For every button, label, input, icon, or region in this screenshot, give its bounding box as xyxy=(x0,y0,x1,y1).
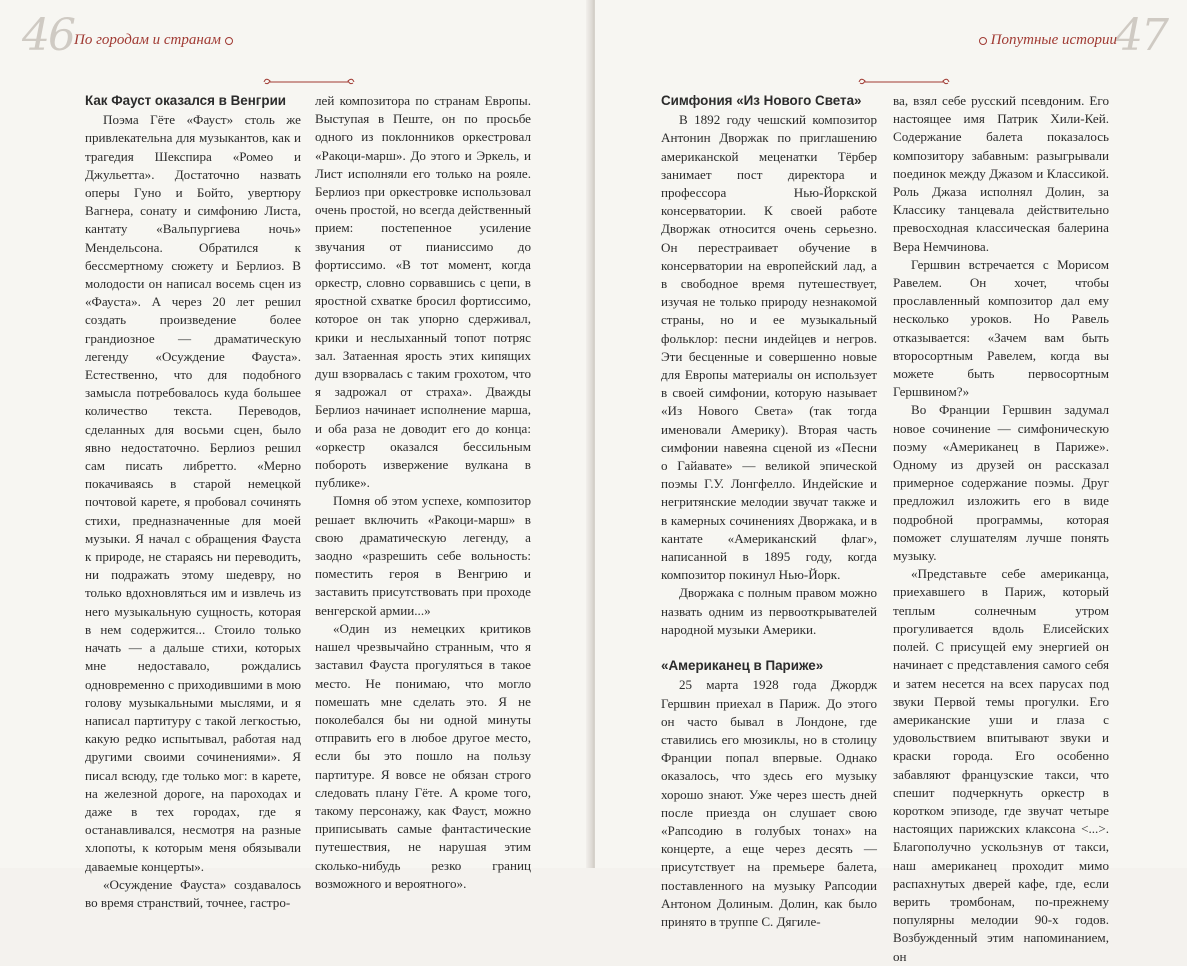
page-number: 46 xyxy=(22,10,74,61)
running-head xyxy=(74,32,237,49)
paragraph: «Осуждение Фауста» создавалось во время странствий, точнее, гастро- xyxy=(85,876,301,910)
text-column-2 xyxy=(893,92,1109,966)
paragraph: Гершвин встречается с Морисом Равелем. Он хочет, чтобы прославленный композитор дал ему несколько уроков. Но Равель отказывается: «Зачем вам быть второсортным Равелем, когда вы можете быть первосортным Гершвином?» xyxy=(893,256,1109,400)
divider-ornament-icon xyxy=(262,76,356,88)
paragraph: Помня об этом успехе, композитор решает включить «Ракоци-марш» в свою драматическую легенду, а заодно «разрешить себе вольность: поместить героя в Венгрию и заставить присутствовать при проходе венгерской армии...» xyxy=(315,493,531,618)
text-column-2 xyxy=(315,92,531,893)
paragraph: 25 марта 1928 года Джордж Гершвин приехал в Париж. До этого он часто бывал в Лондоне, где ставились его мюзиклы, но в столицу Франции попал впервые. Однако оказалось, что здесь его музыку хорошо знают. Уже через шесть дней после приезда он слушает свою «Рапсодию в голубых тонах» на концерте, а еще через десять — присутствует на премьере балета, поставленного на музыку Рапсодии Антоном Долиным. Долин, как было принято в труппе С. Дягиле- xyxy=(661,677,877,929)
paragraph: лей композитора по странам Европы. Выступая в Пеште, он по просьбе одного из поклонников оркестровал «Ракоци-марш». До этого и Эркель, и Лист исполняли его только на рояле. Берлиоз при оркестровке использовал очень простой, но всегда действенный прием: постепенное усиление звучания от пианиссимо до фортиссимо. «В тот момент, когда оркестр, словно сорвавшись с цепи, в яростной схватке бросил фортиссимо, которое он так упорно сдерживал, крики и неслыханный топот потряс зал. Затаенная ярость этих кипящих душ взорвалась с таким грохотом, что я задрожал от страха». Дважды Берлиоз начинает исполнение марша, и оба раза не доводит его до конца: «оркестр оказался бессильным побороть извержение вулкана в публике». xyxy=(315,93,531,491)
paragraph: «Представьте себе американца, приехавшего в Париж, который теплым солнечным утром прогуливается вдоль Елисейских полей. С присущей ему энергией он начинает с представления самого себя и затем несется на всех парусах под звуки Первой темы прогулки. Его американские уши и глаза с удовольствием впитывают звуки и краски города. Его особенно забавляют французские такси, что спешит подчеркнуть оркестр в коротком эпизоде, где звучат четыре настоящих парижских клаксона <...>. Благополучно ускользнув от такси, наш американец проходит мимо распахнутых дверей кафе, где, если верить тромбонам, по-прежнему популярны мелодии 90-х годов. Возбужденный этим напоминанием, он xyxy=(893,566,1109,964)
running-head xyxy=(975,32,1117,49)
paragraph: ва, взял себе русский псевдоним. Его настоящее имя Патрик Хили-Кей. Содержание балета показалось композитору забавным: разыгрывали поединок между Джазом и Классикой. Роль Джаза исполнял Долин, за Классику танцевала действительно превосходная классическая балерина Вера Немчинова. xyxy=(893,93,1109,254)
text-column-1 xyxy=(661,92,877,931)
divider-ornament-icon xyxy=(857,76,951,88)
circle-ornament-icon xyxy=(225,37,233,45)
paragraph: В 1892 году чешский композитор Антонин Дворжак по приглашению американской меценатки Тёрбер занимает пост директора и профессора Нью-Йоркской консерватории. К своей работе Дворжак относится очень серьезно. Он перестраивает обучение в консерватории на европейский лад, а в свободное время путешествует, изучая не только природу незнакомой страны, но и ее музыкальный фольклор: песни индейцев и негров. Эти бесценные и совершенно новые для Европы материалы он использует в своей симфонии, которую называет «Из Нового Света» (так тогда именовали Америку). Вторая часть симфонии навеяна сценой из «Песни о Гайавате» — великой эпической поэмы Г.У. Лонгфелло. Индейские и негритянские мелодии звучат также и в камерных сочинениях Дворжака, и в кантате «Американский флаг», написанной в 1895 году, когда композитор покинул Нью-Йорк. xyxy=(661,112,877,583)
circle-ornament-icon xyxy=(979,37,987,45)
article-heading: Как Фауст оказался в Венгрии xyxy=(85,93,287,108)
running-head-text: По городам и странам xyxy=(74,32,221,48)
paragraph: Во Франции Гершвин задумал новое сочинение — симфоническую поэму «Американец в Париже». Одному из друзей он рассказал примерное содержание поэмы. Друг предложил изложить его в виде подробной программы, которая поможет слушателям лучше понять музыку. xyxy=(893,402,1109,564)
left-page xyxy=(0,0,592,910)
paragraph: «Один из немецких критиков нашел чрезвычайно странным, что я заставил Фауста прогуляться в такое место. Не понимаю, что могло помешать мне сделать это. Я не поколебался бы ни одной минуты отправить его в любое другое место, если бы это пошло на пользу партитуре. Я вовсе не обязан строго следовать плану Гёте. А кроме того, такому персонажу, как Фауст, можно приписывать самые фантастические путешествия, не нарушая этим сколько-нибудь резко границ возможного и вероятного». xyxy=(315,620,531,891)
article-heading: «Американец в Париже» xyxy=(661,658,824,674)
paragraph: Поэма Гёте «Фауст» столь же привлекательна для музыкантов, как и трагедия Шекспира «Ромео и Джульетта». Достаточно назвать оперы Гуно и Бойто, увертюру Вагнера, сонату и симфонию Листа, кантату «Вальпургиева ночь» Мендельсона. Обратился к бессмертному сюжету и Берлиоз. В молодости он написал восемь сцен из «Фауста». А через 20 лет решил создать произведение более грандиозное — драматическую легенду «Осуждение Фауста». Естественно, что для подобного замысла потребовалось куда большее количество текста. Переводов, сделанных для восьми сцен, было явно недостаточно. Берлиоз решил сам писать либретто. «Мерно покачиваясь в старой немецкой почтовой карете, я пробовал сочинять стихи, предназначенные для моей музыки. Я начал с обращения Фауста к природе, не стараясь ни переводить, ни подражать этому шедевру, но только вдохновляться им и извлечь из него музыкальную сущность, которая в нем содержится... Стоило только начать — а дальше стихи, которых мне недоставало, рождались одновременно с приходившими в мою голову музыкальными мыслями, и я написал партитуру с такой легкостью, какую редко испытывал, работая над другими своими сочинениями». Я писал всюду, где только мог: в карете, на железной дороге, на пароходах и даже в тех городах, где я останавливался, несмотря на разные хлопоты, к которым меня обязывали даваемые концерты». xyxy=(85,112,301,874)
running-head-text: Попутные истории xyxy=(990,32,1117,48)
paragraph: Дворжака с полным правом можно назвать одним из первооткрывателей народной музыки Америки. xyxy=(661,585,877,637)
article-heading: Симфония «Из Нового Света» xyxy=(661,93,862,108)
text-column-1 xyxy=(85,92,301,912)
right-page xyxy=(595,0,1187,964)
page-number: 47 xyxy=(1115,10,1167,61)
